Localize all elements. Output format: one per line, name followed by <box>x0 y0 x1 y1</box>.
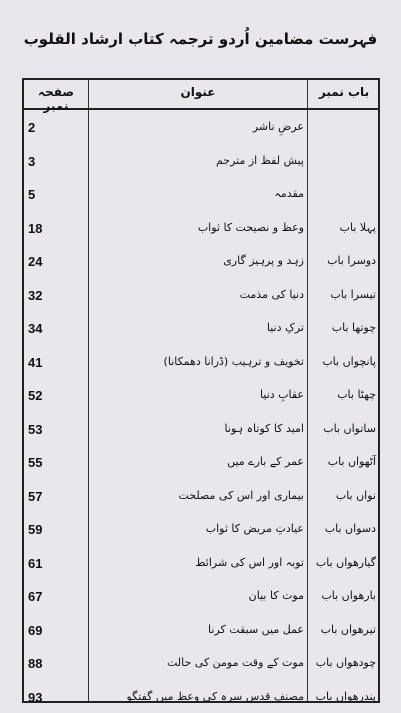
page-number: 59 <box>28 522 43 537</box>
chapter-label: پندرھواں باب <box>315 689 376 703</box>
topic-title: مصنف قدس سرہ کی وعظ میں گفتگو <box>126 689 304 703</box>
page-number: 61 <box>28 555 43 571</box>
table-row <box>24 120 378 140</box>
page-number: 5 <box>28 187 36 202</box>
header-topic: عنوان <box>180 85 216 99</box>
chapter-label: دوسرا باب <box>327 254 376 267</box>
page-number: 53 <box>28 421 43 437</box>
table-row <box>24 187 378 207</box>
table-row <box>24 321 378 341</box>
topic-title: پیش لفظ از مترجم <box>215 153 304 167</box>
topic-title: عمل میں سبقت کرنا <box>208 622 304 636</box>
topic-title: تخویف و ترہیب (ڈرانا دھمکانا) <box>163 354 304 368</box>
chapter-label: چوتھا باب <box>331 321 376 334</box>
topic-title: دنیا کی مذمت <box>239 287 304 301</box>
topic-title: عرضِ ناشر <box>252 120 304 133</box>
topic-title: توبہ اور اس کی شرائط <box>195 555 304 569</box>
table-row <box>24 623 378 643</box>
topic-title: موت کا بیان <box>248 589 304 602</box>
chapter-label: تیسرا باب <box>330 287 376 301</box>
chapter-label: دسواں باب <box>324 522 376 535</box>
table-row <box>24 388 378 408</box>
page-number: 3 <box>28 153 36 169</box>
table-row <box>24 154 378 174</box>
table-row <box>24 455 378 475</box>
header-chapter-number: باب نمبر <box>318 85 370 99</box>
table-row <box>24 690 378 710</box>
page-title: فہرست مضامین اُردو ترجمہ کتاب ارشاد القلوب <box>23 30 378 48</box>
header-page-number: صفحہ نمبر <box>38 85 74 113</box>
chapter-label: چھٹا باب <box>337 388 376 401</box>
chapter-label: گیارھواں باب <box>315 555 376 569</box>
table-row <box>24 288 378 308</box>
topic-title: امید کا کوتاہ ہونا <box>224 421 304 435</box>
table-row <box>24 589 378 609</box>
table-row <box>24 422 378 442</box>
topic-title: زہد و پرہیز گاری <box>223 254 304 267</box>
topic-title: بیماری اور اس کی مصلحت <box>178 488 304 502</box>
page-number: 41 <box>28 354 43 370</box>
chapter-label: پانچواں باب <box>322 354 376 368</box>
table-row <box>24 522 378 542</box>
chapter-label: نواں باب <box>335 488 376 502</box>
topic-title: موت کے وقت مومن کی حالت <box>166 656 304 669</box>
table-row <box>24 221 378 241</box>
chapter-label: آٹھواں باب <box>327 455 376 468</box>
page-number: 93 <box>28 689 43 705</box>
contents-table <box>22 78 380 703</box>
page-number: 55 <box>28 455 43 470</box>
topic-title: مقدمہ <box>274 187 304 200</box>
page-number: 24 <box>28 254 43 269</box>
page-number: 88 <box>28 656 43 671</box>
topic-title: وعظ و نصیحت کا ثواب <box>197 220 304 234</box>
table-row <box>24 489 378 509</box>
chapter-label: چودھواں باب <box>315 656 376 669</box>
table-row <box>24 254 378 274</box>
topic-title: عقابِ دنیا <box>260 388 304 401</box>
page-number: 34 <box>28 321 43 336</box>
page-number: 67 <box>28 589 43 604</box>
page-number: 2 <box>28 120 36 135</box>
page-number: 32 <box>28 287 43 303</box>
page-number: 52 <box>28 388 43 403</box>
topic-title: عیادتِ مریض کا ثواب <box>205 522 304 535</box>
chapter-label: بارھواں باب <box>321 589 376 602</box>
chapter-label: پہلا باب <box>339 220 376 234</box>
table-row <box>24 355 378 375</box>
topic-title: ترکِ دنیا <box>266 321 304 334</box>
page-number: 18 <box>28 220 43 236</box>
chapter-label: ساتواں باب <box>323 421 376 435</box>
chapter-label: تیرھواں باب <box>320 622 376 636</box>
page-number: 69 <box>28 622 43 638</box>
table-row <box>24 556 378 576</box>
page-number: 57 <box>28 488 43 504</box>
table-row <box>24 656 378 676</box>
topic-title: عمر کے بارے میں <box>227 455 304 468</box>
